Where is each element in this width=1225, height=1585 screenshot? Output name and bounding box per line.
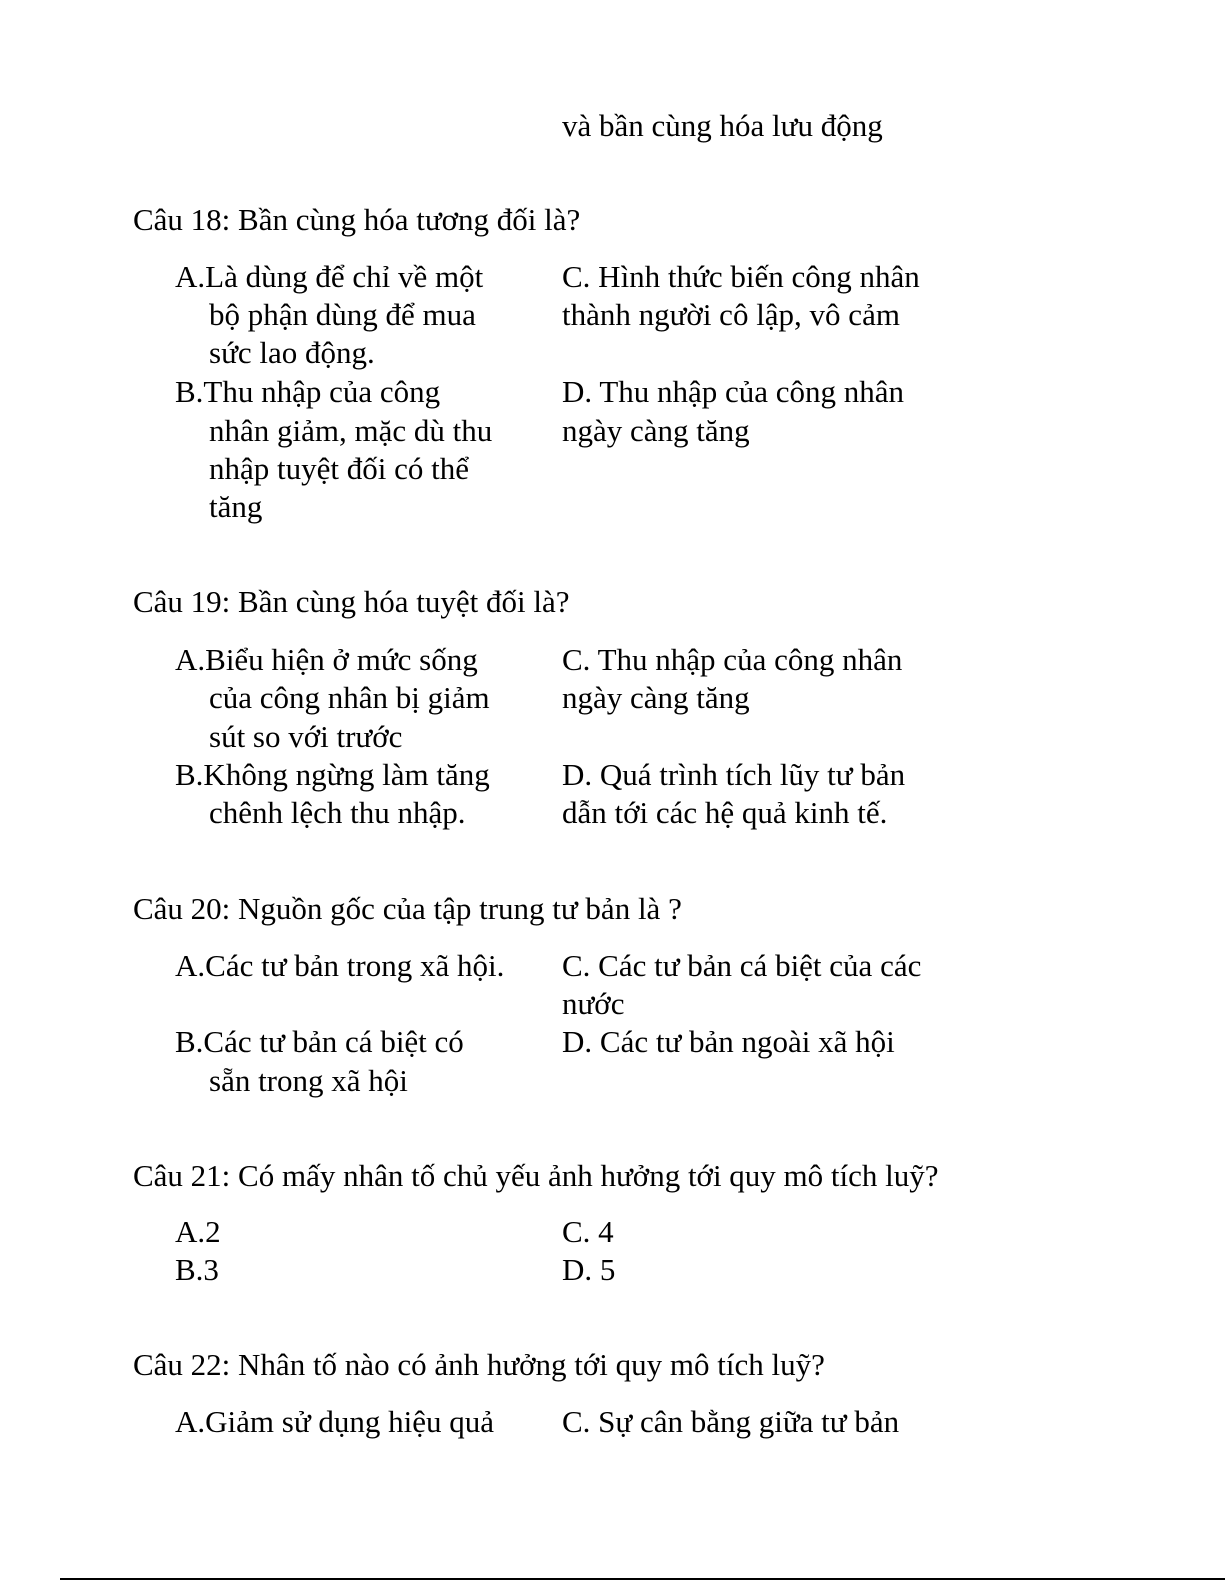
q20-option-a-line-1: A.Các tư bản trong xã hội. — [175, 948, 505, 983]
q22-option-a-line-1: A.Giảm sử dụng hiệu quả — [175, 1404, 495, 1439]
page-bottom-edge — [60, 1578, 1225, 1580]
q19-option-a-line-1: A.Biểu hiện ở mức sống — [175, 642, 478, 677]
question-22-title: Câu 22: Nhân tố nào có ảnh hưởng tới quy mô tích luỹ? — [133, 1347, 825, 1382]
q19-option-d-line-1: D. Quá trình tích lũy tư bản — [562, 757, 906, 792]
q21-option-d: D. 5 — [562, 1252, 616, 1287]
q19-option-c-line-1: C. Thu nhập của công nhân — [562, 642, 903, 677]
q19-option-b-line-1: B.Không ngừng làm tăng — [175, 757, 490, 792]
q18-option-d-line-2: ngày càng tăng — [562, 413, 750, 448]
q18-option-a-line-3: sức lao động. — [209, 335, 375, 370]
q21-option-a: A.2 — [175, 1214, 221, 1249]
q18-option-b-line-4: tăng — [209, 489, 263, 524]
q20-option-b-line-2: sẵn trong xã hội — [209, 1063, 408, 1098]
q21-option-c: C. 4 — [562, 1214, 614, 1249]
q20-option-b-line-1: B.Các tư bản cá biệt có — [175, 1024, 464, 1059]
q20-option-d-line-1: D. Các tư bản ngoài xã hội — [562, 1024, 895, 1059]
q18-option-b-line-2: nhân giảm, mặc dù thu — [209, 413, 493, 448]
q21-option-b: B.3 — [175, 1252, 219, 1287]
q22-option-c-line-1: C. Sự cân bằng giữa tư bản — [562, 1404, 900, 1439]
question-18-title: Câu 18: Bần cùng hóa tương đối là? — [133, 202, 581, 237]
q19-option-d-line-2: dẫn tới các hệ quả kinh tế. — [562, 795, 888, 830]
question-19-title: Câu 19: Bần cùng hóa tuyệt đối là? — [133, 584, 570, 619]
q18-option-c-line-1: C. Hình thức biến công nhân — [562, 259, 920, 294]
q18-option-b-line-3: nhập tuyệt đối có thể — [209, 451, 469, 486]
q19-option-a-line-2: của công nhân bị giảm — [209, 680, 490, 715]
q18-option-a-line-1: A.Là dùng để chỉ về một — [175, 259, 484, 294]
question-20-title: Câu 20: Nguồn gốc của tập trung tư bản là ? — [133, 891, 682, 926]
q18-option-b-line-1: B.Thu nhập của công — [175, 374, 441, 409]
q18-option-c-line-2: thành người cô lập, vô cảm — [562, 297, 900, 332]
q20-option-c-line-2: nước — [562, 986, 625, 1021]
q18-option-a-line-2: bộ phận dùng để mua — [209, 297, 476, 332]
q19-option-b-line-2: chênh lệch thu nhập. — [209, 795, 466, 830]
q20-option-c-line-1: C. Các tư bản cá biệt của các — [562, 948, 922, 983]
q19-option-c-line-2: ngày càng tăng — [562, 680, 750, 715]
question-21-title: Câu 21: Có mấy nhân tố chủ yếu ảnh hưởng tới quy mô tích luỹ? — [133, 1158, 939, 1193]
q19-option-a-line-3: sút so với trước — [209, 719, 403, 754]
continuation-text: và bần cùng hóa lưu động — [562, 108, 883, 143]
q18-option-d-line-1: D. Thu nhập của công nhân — [562, 374, 905, 409]
